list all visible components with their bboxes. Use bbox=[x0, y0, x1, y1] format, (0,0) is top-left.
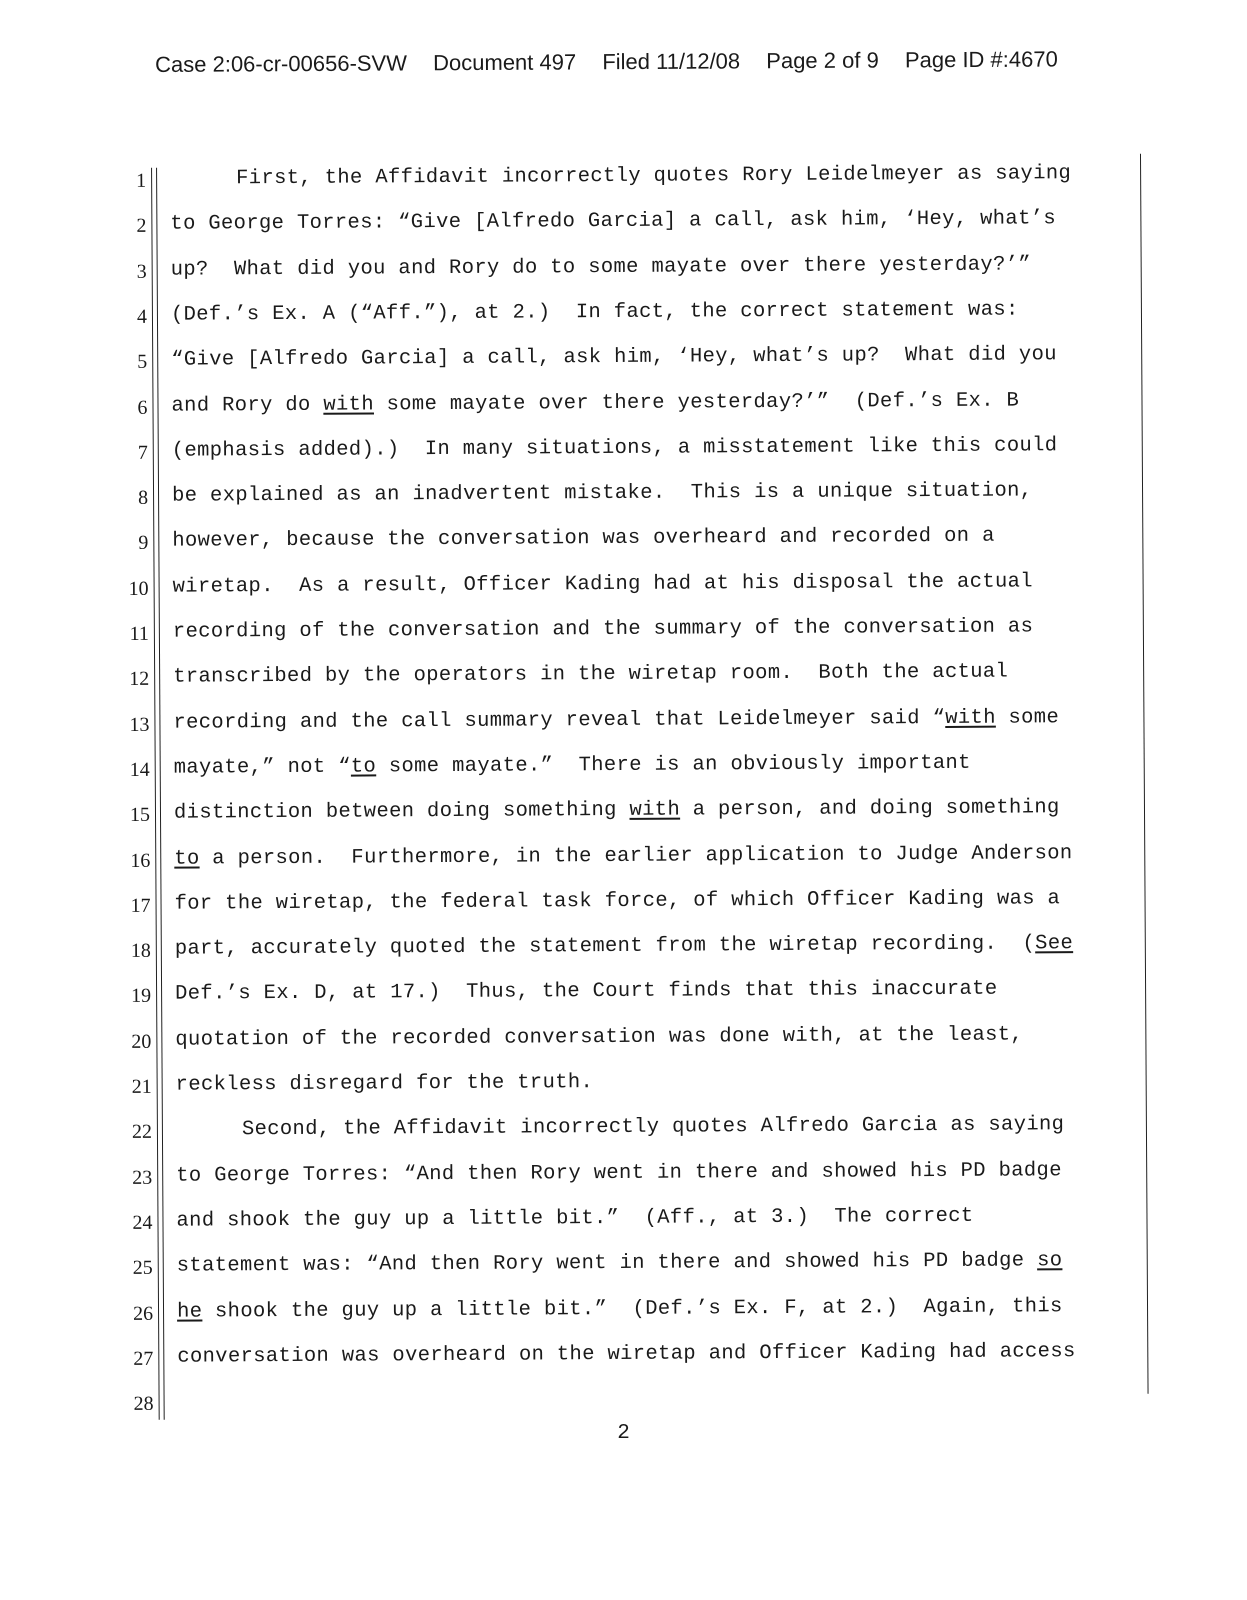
line-number: 11 bbox=[129, 622, 149, 645]
line-text: wiretap. As a result, Officer Kading had at his disposal the actual bbox=[172, 570, 1034, 599]
line-number: 22 bbox=[131, 1121, 153, 1144]
line-number: 17 bbox=[130, 894, 151, 917]
line-number: 24 bbox=[132, 1211, 153, 1234]
case-number: Case 2:06-cr-00656-SVW bbox=[155, 50, 408, 77]
pleading-line bbox=[122, 833, 1152, 884]
line-text: and Rory do with some mayate over there yesterday?’” (Def.’s Ex. B bbox=[171, 388, 1020, 418]
page-number: 2 bbox=[617, 1422, 630, 1445]
pleading-line bbox=[125, 1286, 1155, 1337]
pleading-line bbox=[118, 154, 1148, 205]
line-number: 16 bbox=[130, 849, 151, 872]
line-text: conversation was overheard on the wiretap and Officer Kading had access bbox=[177, 1339, 1076, 1369]
page-id: Page ID #:4670 bbox=[904, 46, 1058, 73]
line-text: “Give [Alfredo Garcia] a call, ask him, ‘Hey, what’s up? What did you bbox=[171, 343, 1057, 372]
line-number: 2 bbox=[136, 215, 147, 238]
line-number: 18 bbox=[130, 939, 151, 963]
line-number: 28 bbox=[133, 1392, 154, 1416]
document-header bbox=[155, 46, 1115, 78]
line-text: (emphasis added).) In many situations, a misstatement like this could bbox=[171, 434, 1058, 463]
line-text: quotation of the recorded conversation was done with, at the least, bbox=[175, 1023, 1024, 1052]
line-number: 25 bbox=[132, 1256, 153, 1280]
line-number: 7 bbox=[137, 441, 148, 464]
line-text: transcribed by the operators in the wiretap room. Both the actual bbox=[173, 660, 1009, 689]
pleading-line bbox=[125, 1241, 1155, 1292]
line-text: part, accurately quoted the statement from the wiretap recording. (See bbox=[174, 932, 1074, 961]
pleading-line bbox=[122, 878, 1152, 929]
line-number: 8 bbox=[137, 486, 149, 509]
pleading-line bbox=[124, 1060, 1154, 1111]
pleading-line bbox=[125, 1377, 1155, 1428]
line-text: up? What did you and Rory do to some mayate over there yesterday?’” bbox=[170, 253, 1032, 282]
line-text: to a person. Furthermore, in the earlier application to Judge Anderson bbox=[174, 841, 1073, 871]
line-text: recording of the conversation and the summary of the conversation as bbox=[172, 615, 1034, 644]
pleading-line bbox=[121, 652, 1151, 703]
line-text: for the wiretap, the federal task force, of which Officer Kading was a bbox=[174, 887, 1061, 916]
line-text: to George Torres: “Give [Alfredo Garcia] a call, ask him, ‘Hey, what’s bbox=[170, 207, 1057, 236]
pleading-line bbox=[122, 743, 1152, 794]
pleading-line bbox=[124, 1150, 1154, 1201]
pleading-line bbox=[124, 1196, 1154, 1247]
line-number: 5 bbox=[137, 351, 148, 374]
line-number: 13 bbox=[129, 713, 150, 736]
pleading-line bbox=[123, 969, 1153, 1020]
line-number: 1 bbox=[136, 169, 147, 192]
pleading-line bbox=[119, 244, 1149, 295]
line-text: however, because the conversation was overheard and recorded on a bbox=[172, 525, 995, 554]
line-text: and shook the guy up a little bit.” (Aff., at 3.) The correct bbox=[176, 1204, 974, 1233]
pleading-line bbox=[124, 1105, 1154, 1156]
pleading-line bbox=[119, 290, 1149, 341]
line-text: he shook the guy up a little bit.” (Def.’s Ex. F, at 2.) Again, this bbox=[176, 1294, 1063, 1324]
line-number: 26 bbox=[132, 1302, 154, 1325]
pleading-line bbox=[118, 199, 1148, 250]
pleading-line bbox=[125, 1331, 1155, 1382]
line-number: 6 bbox=[137, 396, 148, 419]
line-text: (Def.’s Ex. A (“Aff.”), at 2.) In fact, the correct statement was: bbox=[170, 298, 1019, 327]
line-text: statement was: “And then Rory went in there and showed his PD badge so bbox=[176, 1249, 1063, 1278]
line-text: distinction between doing something with a person, and doing something bbox=[173, 796, 1060, 825]
line-number: 9 bbox=[138, 532, 149, 555]
pleading-line bbox=[119, 335, 1149, 386]
line-text: Second, the Affidavit incorrectly quotes Alfredo Garcia as saying bbox=[241, 1113, 1065, 1142]
line-number: 14 bbox=[129, 758, 150, 781]
page-of: Page 2 of 9 bbox=[766, 47, 879, 74]
line-text: reckless disregard for the truth. bbox=[175, 1071, 594, 1097]
pleading-line bbox=[120, 516, 1150, 567]
pleading-line bbox=[120, 561, 1150, 612]
pleading-line bbox=[121, 607, 1151, 658]
pleading-line bbox=[121, 697, 1151, 748]
document-number: Document 497 bbox=[433, 49, 577, 76]
pleading-line bbox=[123, 1014, 1153, 1065]
line-number: 10 bbox=[128, 577, 149, 600]
filed-date: Filed 11/12/08 bbox=[602, 48, 741, 75]
line-text: Def.’s Ex. D, at 17.) Thus, the Court finds that this inaccurate bbox=[175, 978, 998, 1007]
pleading-line bbox=[119, 380, 1149, 431]
line-number: 23 bbox=[132, 1166, 153, 1189]
line-number: 19 bbox=[131, 985, 152, 1008]
pleading-line bbox=[120, 425, 1150, 476]
line-number: 27 bbox=[133, 1347, 154, 1370]
line-text: mayate,” not “to some mayate.” There is an obviously important bbox=[173, 751, 971, 780]
line-text: recording and the call summary reveal that Leidelmeyer said “with some bbox=[173, 705, 1060, 735]
line-number: 15 bbox=[129, 804, 151, 827]
line-number: 12 bbox=[129, 668, 150, 691]
line-number: 20 bbox=[131, 1030, 152, 1053]
pleading-line bbox=[123, 924, 1153, 975]
line-text: be explained as an inadvertent mistake. This is a unique situation, bbox=[171, 479, 1033, 508]
pleading-body bbox=[118, 154, 1166, 1435]
line-text: to George Torres: “And then Rory went in there and showed his PD badge bbox=[176, 1158, 1062, 1188]
line-number: 21 bbox=[131, 1075, 152, 1098]
pleading-line bbox=[120, 471, 1150, 522]
line-text: First, the Affidavit incorrectly quotes Rory Leidelmeyer as saying bbox=[236, 162, 1072, 191]
line-text bbox=[178, 1385, 1153, 1391]
pleading-line bbox=[122, 788, 1152, 839]
line-number: 3 bbox=[136, 260, 147, 283]
line-number: 4 bbox=[136, 305, 148, 328]
